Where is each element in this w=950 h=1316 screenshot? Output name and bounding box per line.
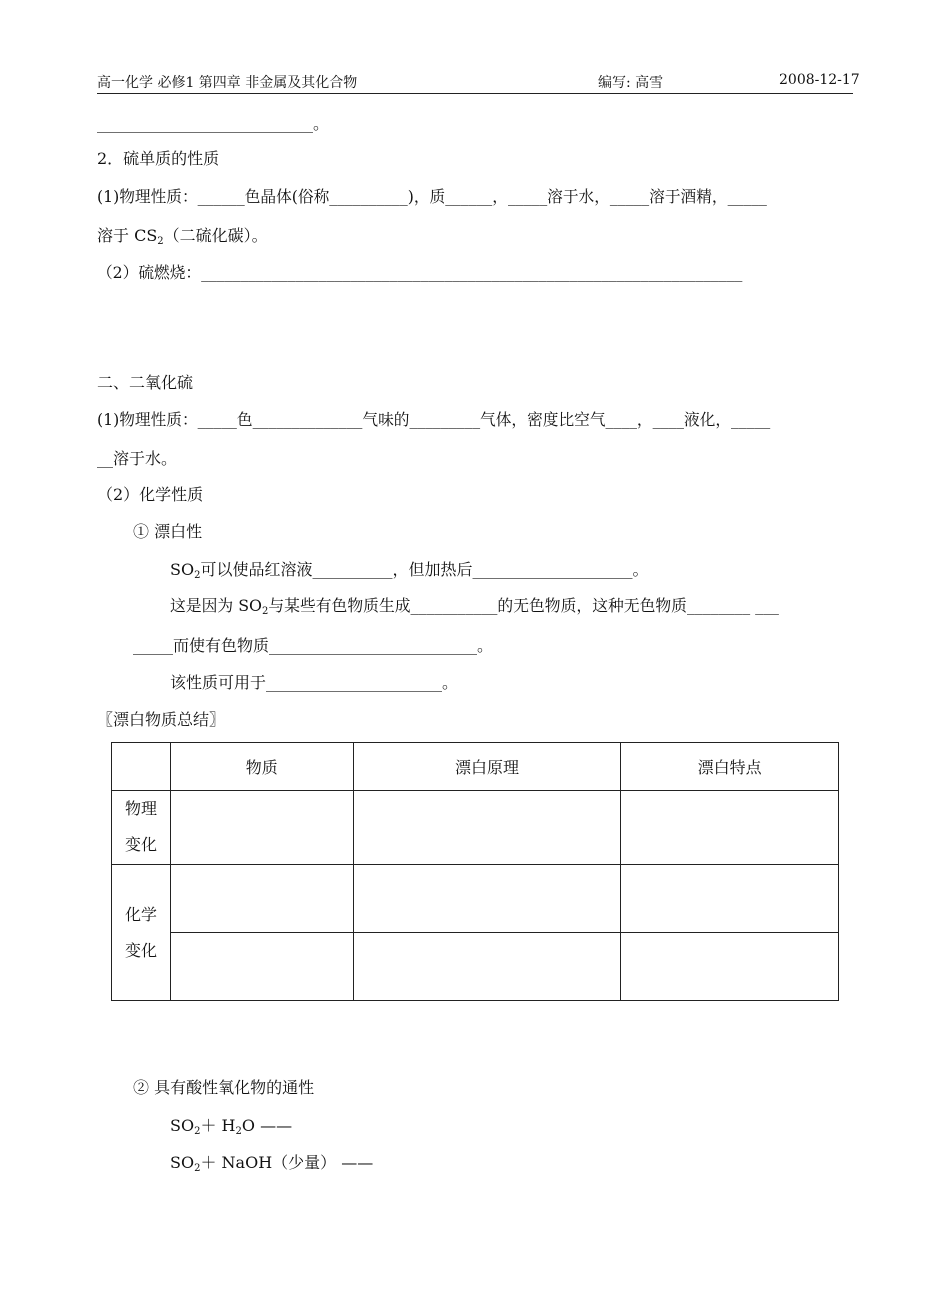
table-row-chemical-2 — [112, 933, 839, 1001]
table-header-substance: 物质 — [170, 743, 353, 791]
table-cell — [353, 865, 621, 933]
equation-so2-water — [170, 1116, 292, 1136]
equation-plus-h: ＋ H — [200, 1116, 236, 1135]
header-date: 2008-12-17 — [779, 72, 860, 88]
table-cell — [170, 791, 353, 865]
sulfur-cs2-text: 溶于 CS — [97, 226, 158, 245]
bleaching-line-1-text: 可以使品红溶液__________，但加热后____________________。 — [200, 560, 649, 579]
subscript: 2 — [157, 236, 164, 247]
summary-title: 〖漂白物质总结〗 — [97, 710, 226, 729]
table-cell — [621, 933, 839, 1001]
table-cell — [621, 791, 839, 865]
subscript: 2 — [261, 606, 269, 617]
section-sulfur-title: 2．硫单质的性质 — [97, 149, 220, 168]
bleaching-line-2-pre: 这是因为 SO — [170, 596, 262, 615]
category-physical-line-2: 变化 — [124, 835, 157, 854]
category-chemical-line-1: 化学 — [124, 904, 157, 924]
sulfur-cs2-line — [97, 226, 268, 246]
acid-oxide-title: ② 具有酸性氧化物的通性 — [133, 1078, 315, 1097]
so2-physical-cont: __溶于水。 — [97, 449, 178, 468]
sulfur-combustion: （2）硫燃烧：_____________________________________________________________________ — [97, 263, 743, 282]
sulfur-cs2-end: （二硫化碳）。 — [163, 226, 268, 245]
bleaching-line-1 — [170, 560, 648, 580]
bleaching-line-4: 该性质可用于______________________。 — [170, 673, 459, 692]
header-course: 高一化学 必修1 第四章 非金属及其化合物 — [97, 75, 358, 91]
header-author: 编写: 高雪 — [598, 75, 664, 91]
subscript: 2 — [235, 1126, 242, 1137]
bleaching-summary-table — [111, 742, 839, 1001]
equation-so2-naoh — [170, 1153, 373, 1173]
formula-so2: SO — [170, 560, 195, 579]
table-cell — [170, 865, 353, 933]
table-row-physical — [112, 791, 839, 865]
formula-so2: SO — [170, 1116, 195, 1135]
section-so2-title: 二、二氧化硫 — [97, 373, 194, 392]
table-header-feature: 漂白特点 — [621, 743, 839, 791]
top-blank-line: ___________________________。 — [97, 114, 330, 133]
subscript: 2 — [194, 1163, 201, 1174]
bleaching-line-2-text: 与某些有色物质生成___________的无色物质，这种无色物质________ ___ — [268, 596, 779, 615]
table-cell — [621, 865, 839, 933]
table-category-chemical — [112, 865, 171, 1001]
sulfur-physical-properties: (1)物理性质：______色晶体(俗称__________)，质______，_____溶于水，_____溶于酒精，_____ — [97, 187, 767, 206]
table-category-physical — [112, 791, 171, 865]
table-header-principle: 漂白原理 — [353, 743, 621, 791]
equation-water-end: O —— — [241, 1116, 293, 1135]
so2-physical-properties: (1)物理性质：_____色______________气味的_________气体，密度比空气____，____液化，_____ — [97, 410, 771, 429]
table-cell — [170, 933, 353, 1001]
header-rule — [97, 93, 853, 94]
subscript: 2 — [194, 1126, 201, 1137]
table-row-chemical-1 — [112, 865, 839, 933]
bleaching-line-2 — [170, 596, 779, 616]
category-chemical-line-2: 变化 — [124, 940, 157, 960]
table-cell — [353, 791, 621, 865]
subscript: 2 — [194, 570, 201, 581]
equation-naoh-text: ＋ NaOH（少量） —— — [200, 1153, 374, 1172]
category-physical-line-1: 物理 — [124, 799, 157, 818]
table-corner-cell — [112, 743, 171, 791]
table-cell — [353, 933, 621, 1001]
bleaching-line-3: _____而使有色物质__________________________。 — [133, 636, 494, 655]
bleaching-title: ① 漂白性 — [133, 522, 203, 541]
table-header-row — [112, 743, 839, 791]
formula-so2: SO — [170, 1153, 195, 1172]
so2-chemical-title: （2）化学性质 — [97, 485, 204, 504]
